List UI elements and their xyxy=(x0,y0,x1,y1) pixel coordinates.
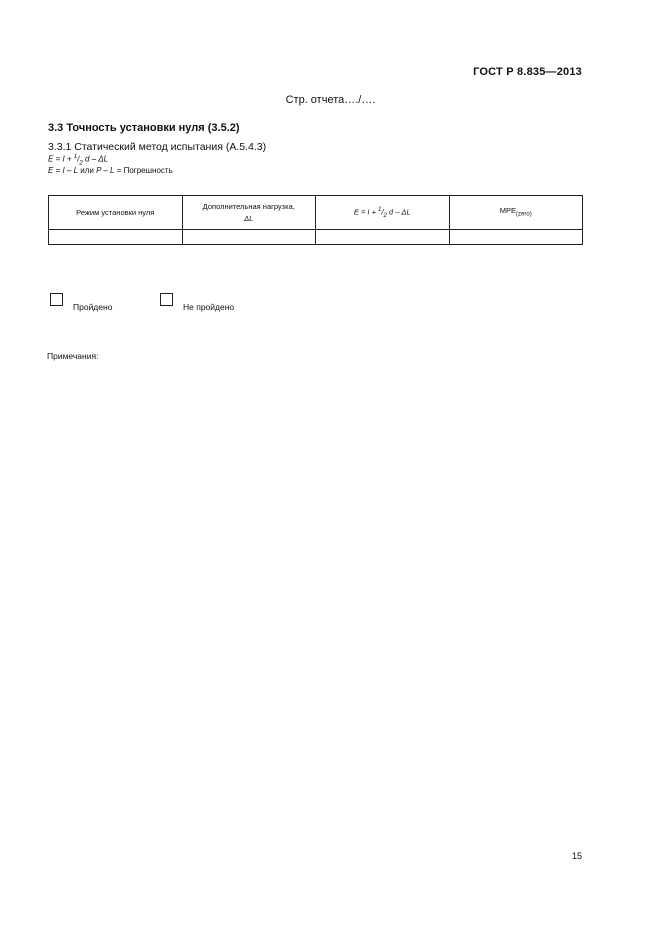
table-row xyxy=(49,230,583,245)
table-cell[interactable] xyxy=(316,230,450,245)
page-number: 15 xyxy=(572,851,583,861)
pass-checkbox[interactable] xyxy=(50,293,63,306)
header-additional-load: Дополнительная нагрузка, ΔL xyxy=(182,196,316,230)
header-error-formula: $E = I + ^1/_2$ d – ΔL xyxy=(316,196,450,230)
table-cell[interactable] xyxy=(182,230,316,245)
header-mpe-zero: $MPE_{(zero)}$ xyxy=(449,196,583,230)
fail-checkbox[interactable] xyxy=(160,293,173,306)
header-zero-mode: Режим установки нуля xyxy=(49,196,183,230)
subsection-title: 3.3.1 Статический метод испытания (А.5.4.3) xyxy=(48,141,267,153)
formula-error: $E = I + ^1/_2$ d – ΔL xyxy=(48,154,109,167)
report-page-counter: Стр. отчета…./…. xyxy=(285,94,376,106)
pass-label: Пройдено xyxy=(73,302,113,312)
zero-accuracy-table xyxy=(48,195,583,245)
standard-code: ГОСТ Р 8.835—2013 xyxy=(473,66,582,78)
notes-label: Примечания: xyxy=(47,351,99,361)
table-header-row xyxy=(49,196,583,230)
table-cell[interactable] xyxy=(49,230,183,245)
section-title: 3.3 Точность установки нуля (3.5.2) xyxy=(48,122,240,134)
formula-alternative: E = I – L или P – L = Погрешность xyxy=(48,166,173,175)
table-cell[interactable] xyxy=(449,230,583,245)
fail-label: Не пройдено xyxy=(183,302,235,312)
